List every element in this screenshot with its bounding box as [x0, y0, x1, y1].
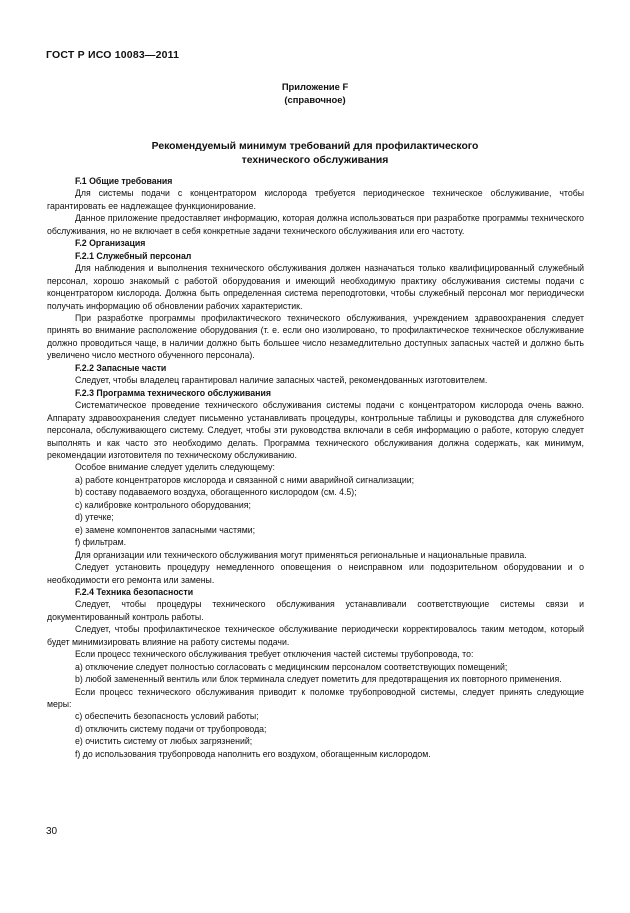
subsection-heading: F.2 Организация: [75, 238, 146, 249]
paragraph: Данное приложение предоставляет информацию, которая должна использоваться при разработке программы технического обслуживания, но не включает в себя конкретные задачи технического обслуживания или его частоту.: [47, 213, 584, 236]
section-title-line2: технического обслуживания: [241, 155, 389, 166]
subsection-heading: F.2.3 Программа технического обслуживания: [75, 387, 271, 398]
paragraph: При разработке программы профилактического технического обслуживания, учреждением здравоохранения следует принять во внимание расположение оборудования (т. е. если оно изолировано, то профилактическое техническое обслуживание должно проводиться чаще, в наличии должно быть большее число незамедлительно доступных запасных частей и должно быть увеличено число местного обученного персонала).: [47, 312, 584, 361]
paragraph: Если процесс технического обслуживания приводит к поломке трубопроводной системы, следует принять следующие меры:: [47, 686, 584, 710]
annex-type: (справочное): [284, 93, 346, 105]
paragraph: Систематическое проведение технического обслуживания системы подачи с концентратором кислорода очень важно. Аппарату здравоохранения следует письменно устанавливать процедуры, контрольные таблицы и руководства для служебного персонала, обслуживающего систему. Следует, чтобы эти руководства включали в себя информацию о работе, которую следует выполнять и как часто это необходимо делать. Программа технического обслуживания должна содержать, как минимум, рекомендации изготовителя по техническому обслуживанию.: [47, 400, 584, 460]
document-header: ГОСТ Р ИСО 10083—2011: [46, 49, 180, 61]
subsection-heading: F.2.4 Техника безопасности: [75, 586, 194, 597]
paragraph: Если процесс технического обслуживания требует отключения частей системы трубопровода, то:: [75, 649, 474, 660]
paragraph: Для организации или технического обслуживания могут применяться региональные и национальные правила.: [75, 549, 527, 560]
list-item: a) отключение следует полностью согласовать с медицинским персоналом соответствующих помещений;: [75, 661, 508, 672]
paragraph: Для системы подачи с концентратором кислорода требуется периодическое техническое обслуживание, чтобы гарантировать ее надлежащее функционирование.: [47, 188, 584, 211]
list-item: d) утечке;: [75, 512, 114, 523]
subsection-heading: F.2.1 Служебный персонал: [75, 250, 192, 261]
paragraph: Для наблюдения и выполнения технического обслуживания должен назначаться только квалифицированный служебный персонал, хорошо знакомый с работой оборудования и имеющий необходимую практику обслуживания системы подачи с концентратором кислорода. Должна быть определенная система переподготовки, чтобы служебный персонал мог периодически получать информацию об обновлении рабочих характеристик.: [47, 263, 584, 311]
list-item: a) работе концентраторов кислорода и связанной с ними аварийной сигнализации;: [75, 474, 415, 485]
section-title: [0, 140, 630, 168]
section-title-line1: Рекомендуемый минимум требований для профилактического: [151, 141, 479, 152]
paragraph: Следует, чтобы процедуры технического обслуживания устанавливали соответствующие системы связи и документированный контроль работы.: [47, 599, 584, 622]
subsection-heading: F.1 Общие требования: [75, 176, 173, 186]
annex-heading: [0, 81, 630, 106]
paragraph: Следует, чтобы профилактическое техническое обслуживание периодически корректировалось таким методом, который будет минимизировать влияние на работу системы подачи.: [47, 624, 584, 647]
list-item: b) любой замененный вентиль или блок терминала следует пометить для предотвращения их повторного применения.: [75, 674, 562, 685]
subsection-heading: F.2.2 Запасные части: [75, 362, 167, 373]
paragraph: Следует установить процедуру немедленного оповещения о неисправном или подозрительном оборудовании и о необходимости его ремонта или замены.: [47, 562, 584, 585]
list-item: c) калибровке контрольного оборудования;: [75, 499, 251, 510]
list-item: b) составу подаваемого воздуха, обогащенного кислородом (см. 4.5);: [75, 487, 357, 498]
list-item: e) очистить систему от любых загрязнений;: [75, 736, 253, 747]
list-item: e) замене компонентов запасными частями;: [75, 524, 256, 535]
annex-label: Приложение F: [281, 81, 349, 92]
list-item: f) фильтрам.: [75, 537, 127, 548]
list-item: d) отключить систему подачи от трубопровода;: [75, 723, 267, 734]
paragraph: Особое внимание следует уделить следующему:: [75, 462, 275, 473]
list-item: c) обеспечить безопасность условий работы;: [75, 711, 259, 722]
list-item: f) до использования трубопровода наполнить его воздухом, обогащенным кислородом.: [75, 748, 431, 759]
document-body: [47, 175, 584, 760]
paragraph: Следует, чтобы владелец гарантировал наличие запасных частей, рекомендованных изготовителем.: [75, 375, 488, 386]
page-number: 30: [46, 826, 58, 837]
